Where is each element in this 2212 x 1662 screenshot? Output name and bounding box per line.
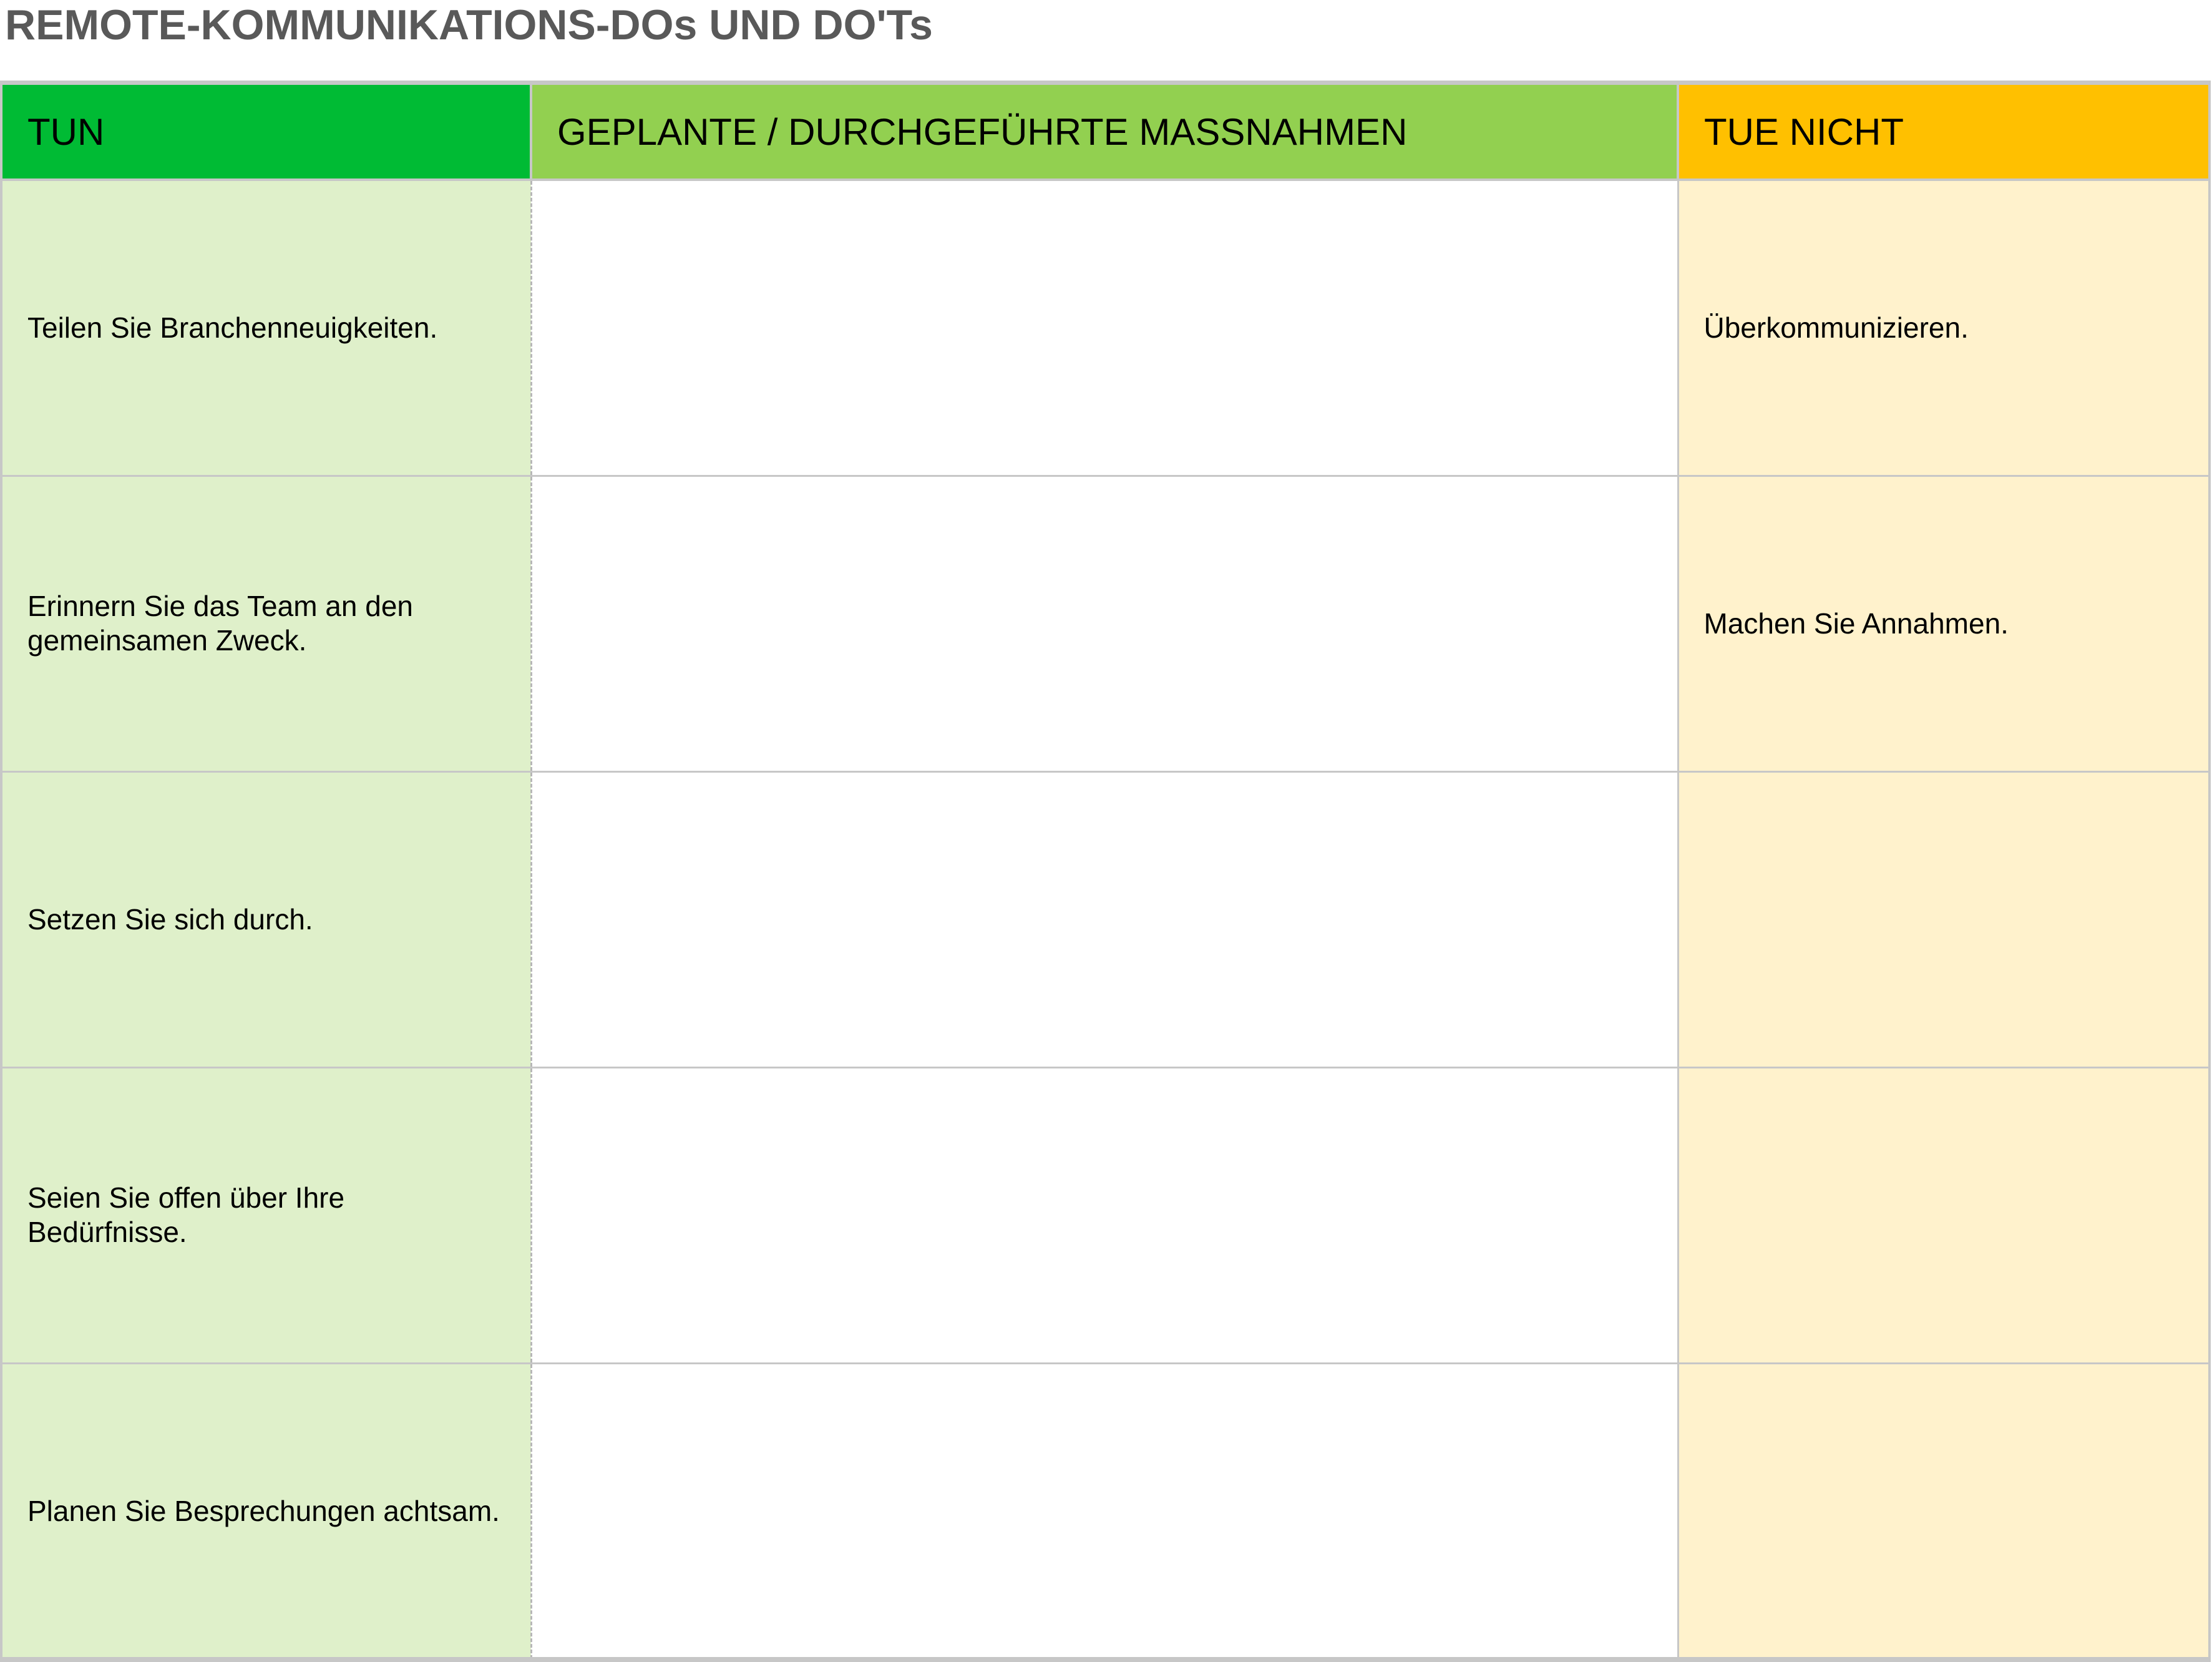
- do-cell[interactable]: Erinnern Sie das Team an den gemeinsamen Zweck.: [2, 476, 531, 771]
- actions-cell[interactable]: [531, 1363, 1678, 1659]
- table-row: [2, 180, 2208, 476]
- header-row: [2, 85, 2208, 180]
- do-cell[interactable]: Planen Sie Besprechungen achtsam.: [2, 1363, 531, 1659]
- dos-donts-table-frame: [0, 81, 2211, 1662]
- actions-cell[interactable]: [531, 1067, 1678, 1363]
- header-actions: GEPLANTE / DURCHGEFÜHRTE MASSNAHMEN: [531, 85, 1678, 180]
- table-row: [2, 476, 2208, 771]
- actions-cell[interactable]: [531, 180, 1678, 476]
- do-cell[interactable]: Seien Sie offen über Ihre Bedürfnisse.: [2, 1067, 531, 1363]
- actions-cell[interactable]: [531, 771, 1678, 1067]
- page-title: REMOTE-KOMMUNIKATIONS-DOs UND DO'Ts: [5, 1, 933, 49]
- table-row: [2, 1363, 2208, 1659]
- dont-cell[interactable]: [1678, 771, 2208, 1067]
- table-row: [2, 771, 2208, 1067]
- dont-cell[interactable]: [1678, 1067, 2208, 1363]
- dont-cell[interactable]: Machen Sie Annahmen.: [1678, 476, 2208, 771]
- dont-cell[interactable]: Überkommunizieren.: [1678, 180, 2208, 476]
- dos-donts-table: [2, 85, 2208, 1659]
- do-cell[interactable]: Setzen Sie sich durch.: [2, 771, 531, 1067]
- do-cell[interactable]: Teilen Sie Branchenneuigkeiten.: [2, 180, 531, 476]
- table-row: [2, 1067, 2208, 1363]
- dont-cell[interactable]: [1678, 1363, 2208, 1659]
- actions-cell[interactable]: [531, 476, 1678, 771]
- header-do: TUN: [2, 85, 531, 180]
- header-dont: TUE NICHT: [1678, 85, 2208, 180]
